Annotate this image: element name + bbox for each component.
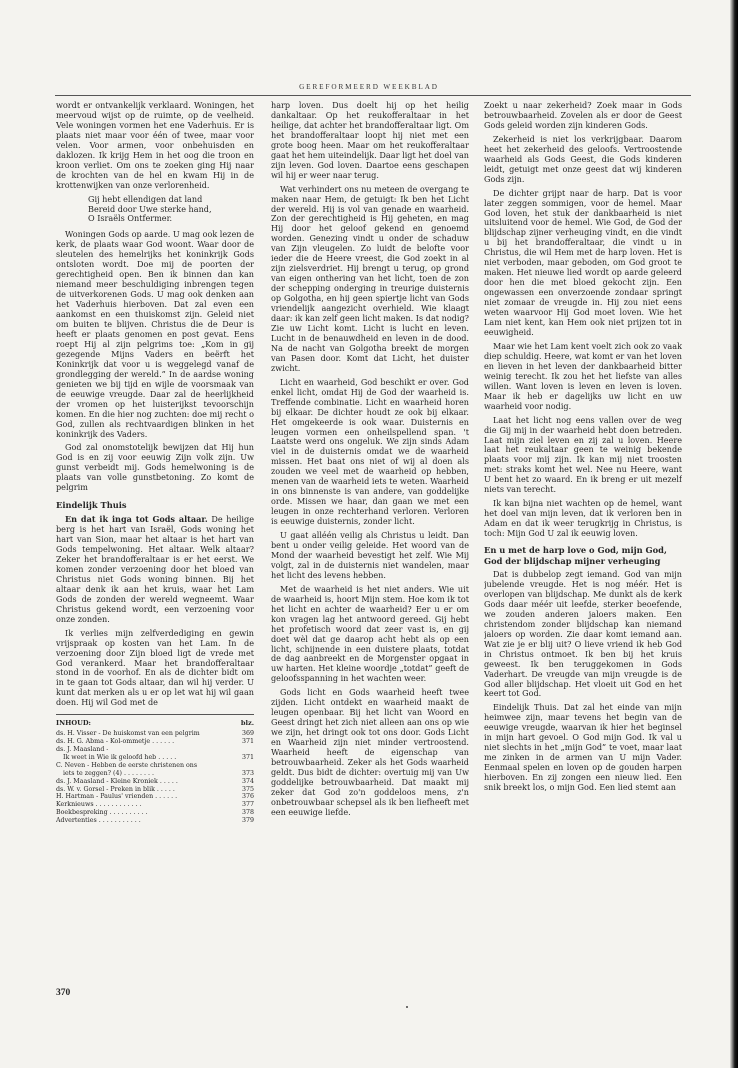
lead-rest: De heilige berg is het hart van Israël, Gods woning het hart van Sion, maar het altaar is het hart van Gods tempelwoning. Het altaar. Welk altaar? Zeker het brandofferaltaar is er het eerst. We komen zonder verzoening door het bloed van Christus niet Gods woning binnen. Bij het altaar denk ik aan het kruis, waar het Lam Gods de zonden der wereld wegneemt. Waar Christus gekend wordt, een verzoening voor onze zonden. — [56, 514, 254, 624]
lead-bold: En dat ik inga tot Gods altaar. — [65, 514, 208, 525]
toc-row: Kerknieuws . . . . . . . . . . . . 377 — [56, 801, 254, 809]
psalm-verse — [56, 195, 254, 225]
column-3 — [484, 101, 682, 998]
paragraph: Eindelijk Thuis. Dat zal het einde van mijn heimwee zijn, maar tevens het begin van de eeuwige vreugde, waarvan ik hier het beginsel in mijn hart gevoel. O God mijn God. Ik val u niet slechts in het „mijn God” te voet, maar laat me zinken in de armen van U mijn Vader. Eenmaal spelen en loven op de gouden harpen hierboven. En zij zongen een nieuw lied. Een snik breekt los, o mijn God. Een lied stemt aan — [484, 702, 682, 793]
verse-line: Bereid door Uwe sterke hand, — [88, 203, 212, 214]
paragraph: Ik kan bijna niet wachten op de hemel, want het doel van mijn leven, dat ik verloren ben in Adam en dat ik weer terugkrijg in Christus, is toch: Mijn God U zal ik eeuwig loven. — [484, 498, 682, 539]
page-number: 370 — [56, 988, 71, 998]
paragraph: Wat verhindert ons nu meteen de overgang te maken naar Hem, de getuigt: Ik ben het Licht der wereld. Hij is vol van genade en waarheid. Zon der gerechtigheid is Hij geheten, en mag Hij door het geloof gekend en genoemd worden. Genezing vindt u onder de schaduw van Zijn vleugelen. Zo luidt de belofte voor ieder die de Heere vreest, die God zoekt in al zijn zielsverdriet. Hij brengt u terug, op grond van eigen onthering van het licht, toen de zon der schepping onderging in treurige duisternis op Golgotha, en hij geen spiertje licht van Gods vriendelijk aangezicht overhield. Wie klaagt daar: ik kan zelf geen licht maken. Is dat nodig? Zie uw Licht komt. Licht is lucht en leven. Lucht in de benauwdheid en leven in de dood. Na de nacht van Golgotha breekt de morgen van Pasen door. Komt dat Licht, het duister zwicht. — [271, 183, 469, 373]
paragraph: Zekerheid is niet los verkrijgbaar. Daarom heet het zekerheid des geloofs. Vertroostende waarheid als Gods Geest, die Gods kinderen leidt, getuigt met onze geest dat wij kinderen Gods zijn. — [484, 133, 682, 184]
paragraph: Ik verlies mijn zelfverdediging en gewin vrijspraak op kosten van het Lam. In de verzoening door Zijn bloed ligt de vrede met God verankerd. Maar het brandofferaltaar stond in de voorhof. En als de dichter bidt om in te gaan tot Gods altaar, dan wil hij verder. U kunt dat merken als u er op let wat hij wil gaan doen. Hij wil God met de — [56, 627, 254, 708]
toc-row: Advertenties . . . . . . . . . . . 379 — [56, 817, 254, 825]
verse-line: Gij hebt ellendigen dat land — [88, 193, 203, 204]
paragraph: Woningen Gods op aarde. U mag ook lezen de kerk, de plaats waar God woont. Waar door de sleutelen des hemelrijks het koninkrijk Gods ontsloten wordt. Doe mij de poorten der gerechtigheid open. Ben ik binnen dan kan niemand meer beschuldiging inbrengen tegen de uitverkorenen Gods. U mag ook denken aan het Vaderhuis hierboven. Dat zal even een aankomst en een thuiskomst zijn. Geleid niet om buiten te blijven. Christus die de Deur is heeft er plaats genomen en post gevat. Eens roept Hij al zijn pelgrims toe: „Kom in gij gezegende Mijns Vaders en beërft het Koninkrijk dat voor u is weggelegd vanaf de grondlegging der wereld.” In de aardse woning genieten we bij tijd en wijle de voorsmaak van de eeuwige vreugde. Daar zal de heerlijkheid der vromen op het luisterijkst tevoorschijn komen. En die hier nog zuchten: doe mij recht o God, zullen als rechtvaardigen blinken in het koninkrijk des Vaders. — [56, 229, 254, 439]
toc-page-label: blz. — [240, 719, 254, 728]
toc-row: iets te zeggen? (4) . . . . . . . . 373 — [63, 769, 254, 777]
paragraph: wordt er ontvankelijk verklaard. Woningen, het meervoud wijst op de ruimte, op de veelheid. Vele woningen vormen het ene Vaderhuis. Er is plaats niet maar voor één of twee, maar voor velen. Voor armen, voor onbehuisden en daklozen. Ik krijg Hem in het oog die troon en kroon verliet. Om ons te zoeken ging Hij naar de krochten van de hel en kwam Hij in de krottenwijken van onze verlorenheid. — [56, 101, 254, 190]
section-heading-line: God der blijdschap mijner verheuging — [484, 555, 661, 566]
toc-row: H. Hartman - Paulus' vrienden . . . . . . 376 — [56, 793, 254, 801]
toc-row: ds. H. Visser - De huiskomst van een pelgrim 369 — [56, 730, 254, 738]
paragraph: Dat is dubbelop zegt iemand. God van mijn jubelende vreugde. Het is nog méér. Het is overlopen van blijdschap. Me dunkt als de kerk Gods daar méér uit leefde, sterker beoefende, we zouden anderen jaloers maken. Een christendom zonder blijdschap kan niemand jaloers op worden. Zie daar komt iemand aan. Wat zie je er blij uit? O lieve vriend ik heb God in Christus ontmoet. Ik ben bij het kruis geweest. Ik ben teruggekomen in Gods Vaderhart. De vreugde van mijn vreugde is de God aller blijdschap. Het vloeit uit God en het keert tot God. — [484, 569, 682, 699]
paragraph: harp loven. Dus doelt hij op het heilig dankaltaar. Op het reukofferaltaar in het heilige, dat achter het brandofferaltaar ligt. Om het brandofferaltaar loopt hij niet met een grote boog heen. Maar om het reukofferaltaar gaat het hem uiteindelijk. Daar ligt het doel van zijn leven. God loven. Daartoe eens geschapen wil hij er weer naar terug. — [271, 101, 469, 180]
column-1 — [56, 101, 254, 998]
toc-row: Ik weet in Wie ik geloofd heb . . . . . 371 — [63, 753, 254, 761]
section-heading — [484, 545, 682, 566]
toc-title: INHOUD: — [56, 719, 91, 728]
paragraph: Licht en waarheid, God beschikt er over. God enkel licht, omdat Hij de God der waarheid is. Treffende combinatie. Licht en waarheid horen bij elkaar. De dichter houdt ze ook bij elkaar. Het omgekeerde is ook waar. Duisternis en leugen vormen een onheilspellend span. 't Laatste werd ons ongeluk. We zijn sinds Adam viel in de duisternis omdat we de waarheid missen. Het baat ons niet of wij al doen als zouden we veel met de waarheid op hebben, menen van de waarheid iets te weten. Waarheid in ons binnenste is van andere, van goddelijke orde. Missen we haar, dan gaan we met een leugen in onze rechterhand verloren. Verloren is eeuwige duisternis, zonder licht. — [271, 376, 469, 527]
toc-header — [56, 719, 254, 729]
column-2 — [271, 101, 469, 998]
paragraph: Gods licht en Gods waarheid heeft twee zijden. Licht ontdekt en waarheid maakt de leugen openbaar. Bij het licht van Woord en Geest dringt het zich niet alleen aan ons op wie we zijn, het dringt ook tot ons door. Gods Licht en Waarheid zijn niet minder vertroostend. Waarheid heeft de eigenschap van betrouwbaarheid. Zeker als het Gods waarheid geldt. Dus bidt de dichter: overtuig mij van Uw goddelijke betrouwbaarheid. Dat maakt mij zeker dat God zo'n goddeloos mens, z'n onbetrouwbaar schepsel als ik ben liefheeft met een eeuwige liefde. — [271, 687, 469, 817]
paragraph: Maar wie het Lam kent voelt zich ook zo vaak diep schuldig. Heere, wat komt er van het loven en lieven in het leven der dankbaarheid bitter weinig terecht. Ik zou het het liefste van alles willen. Want loven is leven en leven is loven. Maar ik heb er dagelijks uw licht en uw waarheid voor nodig. — [484, 340, 682, 411]
paragraph: Laat het licht nog eens vallen over de weg die Gij mij in der waarheid hebt doen betreden. Laat mijn ziel leven en zij zal u loven. Heere laat het reukaltaar geen te weinig bekende plaats voor mij zijn. Ik kan mij niet troosten met: straks komt het wel. Nee nu Heere, want U bent het zo waard. En ik breng er uit mezelf niets van terecht. — [484, 414, 682, 495]
paragraph: Zoekt u naar zekerheid? Zoek maar in Gods betrouwbaarheid. Zovelen als er door de Geest Gods geleid worden zijn kinderen Gods. — [484, 101, 682, 130]
section-heading: Eindelijk Thuis — [56, 500, 127, 511]
toc-row: ds. W. v. Gorsel - Preken in blik . . . . . 375 — [56, 785, 254, 793]
toc-row: Boekbespreking . . . . . . . . . . 378 — [56, 809, 254, 817]
page-binding-edge — [730, 0, 738, 1068]
paragraph: Met de waarheid is het niet anders. Wie uit de waarheid is, hoort Mijn stem. Hoe kom ik tot het licht en achter de waarheid? Eer u er om kon vragen lag het antwoord gereed. Gij hebt het profetisch woord dat zeer vast is, en gij doet wèl dat ge daarop acht hebt als op een licht, schijnende in een duistere plaats, totdat de dag aanbreekt en de Morgenster opgaat in uw harten. Het kleine woordje „totdat” geeft de geloofsspanning in het wachten weer. — [271, 583, 469, 684]
toc-rule — [56, 714, 254, 715]
paragraph: U gaat alléén veilig als Christus u leidt. Dan bent u onder veilig geleide. Het woord van de Mond der waarheid bevestigt het zelf. Wie Mij volgt, zal in de duisternis niet wandelen, maar het licht des levens hebben. — [271, 530, 469, 580]
toc-row: C. Neven - Hebben de eerste christenen ons — [56, 761, 198, 769]
paragraph: God zal onomstotelijk bewijzen dat Hij hun God is en zij voor eeuwig Zijn volk zijn. Uw gunst verbeidt mij. Gods hemelwoning is de plaats van volle gunstbetoning. Zo komt de pelgrim — [56, 442, 254, 493]
paragraph: De dichter grijpt naar de harp. Dat is voor later zeggen sommigen, voor de hemel. Maar God loven, het stuk der dankbaarheid is niet uitsluitend voor de hemel. Wie God, de God der blijdschap zijner verheuging vindt, en die vindt u bij het brandofferaltaar, die vindt u in Christus, die wil Hem met de harp loven. Het is niet verboden, maar geboden, om God groot te maken. Het nieuwe lied wordt op aarde geleerd door hen die met bloed gekocht zijn. Een ongewassen een onverzoende zondaar springt niet zomaar de vreugde in. Hij zou niet eens weten waarvoor Hij God moet loven. Wie het Lam niet kent, kan Hem ook niet prijzen tot in eeuwigheid. — [484, 187, 682, 337]
toc-row: ds. J. Maasland - Kleine Kroniek . . . . . 374 — [56, 777, 254, 785]
masthead-title: GEREFORMEERD WEEKBLAD — [299, 83, 439, 91]
header-rule — [55, 95, 691, 96]
paragraph — [56, 515, 254, 624]
toc-row: ds. H. G. Abma - Kol-ommetje . . . . . . 371 — [56, 738, 254, 746]
section-heading-line: En u met de harp love o God, mijn God, — [484, 545, 667, 556]
table-of-contents — [56, 719, 254, 825]
print-speck — [406, 1006, 408, 1008]
verse-line: O Israëls Ontfermer. — [88, 213, 173, 224]
toc-row: ds. J. Maasland - — [56, 746, 109, 754]
